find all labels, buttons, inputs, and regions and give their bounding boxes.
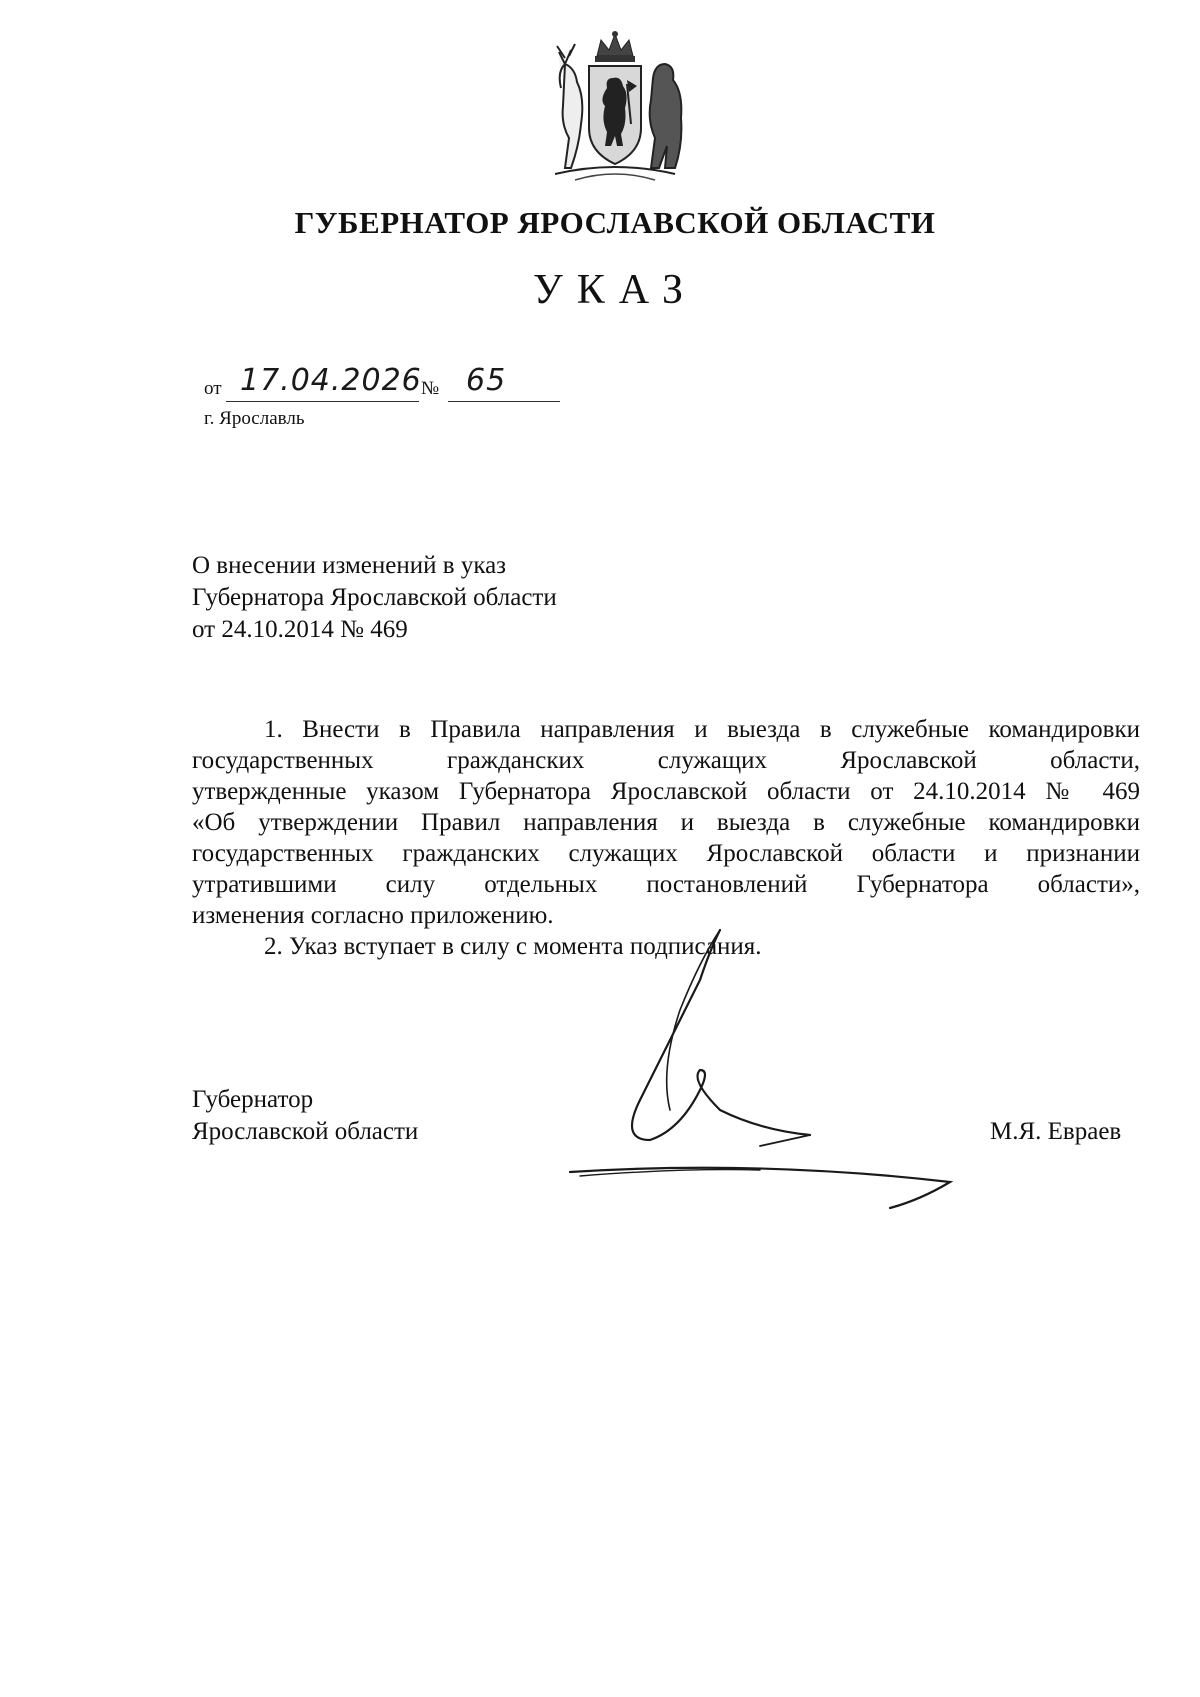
signer-position-line: Губернатор xyxy=(192,1086,314,1113)
signature-icon xyxy=(560,920,980,1220)
body-line: утвержденные указом Губернатора Ярославской области от 24.10.2014 № 469 xyxy=(192,778,1140,805)
document-type-title: УКАЗ xyxy=(532,267,698,313)
number-underline xyxy=(448,401,560,402)
subject-line: О внесении изменений в указ xyxy=(192,552,507,579)
signer-position-line: Ярославской области xyxy=(192,1118,419,1145)
signer-position xyxy=(192,1084,418,1148)
city-of-issue: г. Ярославль xyxy=(204,408,305,429)
body-line: государственных гражданских служащих Ярославской области, xyxy=(192,747,1140,774)
date-label: от xyxy=(204,378,222,399)
number-label: № xyxy=(421,378,440,399)
subject-line: Губернатора Ярославской области xyxy=(192,584,557,611)
handwritten-date: 17.04.2026 xyxy=(240,363,422,398)
subject-line: от 24.10.2014 № 469 xyxy=(192,616,408,643)
body-item-2: 2. Указ вступает в силу с момента подписания. xyxy=(264,933,762,960)
coat-of-arms-icon xyxy=(535,28,695,188)
body-line: утратившими силу отдельных постановлений Губернатора области», xyxy=(192,871,1140,898)
signer-name: М.Я. Евраев xyxy=(990,1118,1122,1145)
registration-line xyxy=(204,362,564,402)
body-line: государственных гражданских служащих Ярославской области и признании xyxy=(192,840,1140,867)
body-line: изменения согласно приложению. xyxy=(192,902,554,929)
date-underline xyxy=(226,401,419,402)
body-line: 1. Внести в Правила направления и выезда в служебные командировки xyxy=(264,716,1140,743)
body-line: «Об утверждении Правил направления и выезда в служебные командировки xyxy=(192,809,1140,836)
issuing-authority: ГУБЕРНАТОР ЯРОСЛАВСКОЙ ОБЛАСТИ xyxy=(294,205,936,240)
document-subject xyxy=(192,550,557,646)
handwritten-number: 65 xyxy=(466,363,507,398)
